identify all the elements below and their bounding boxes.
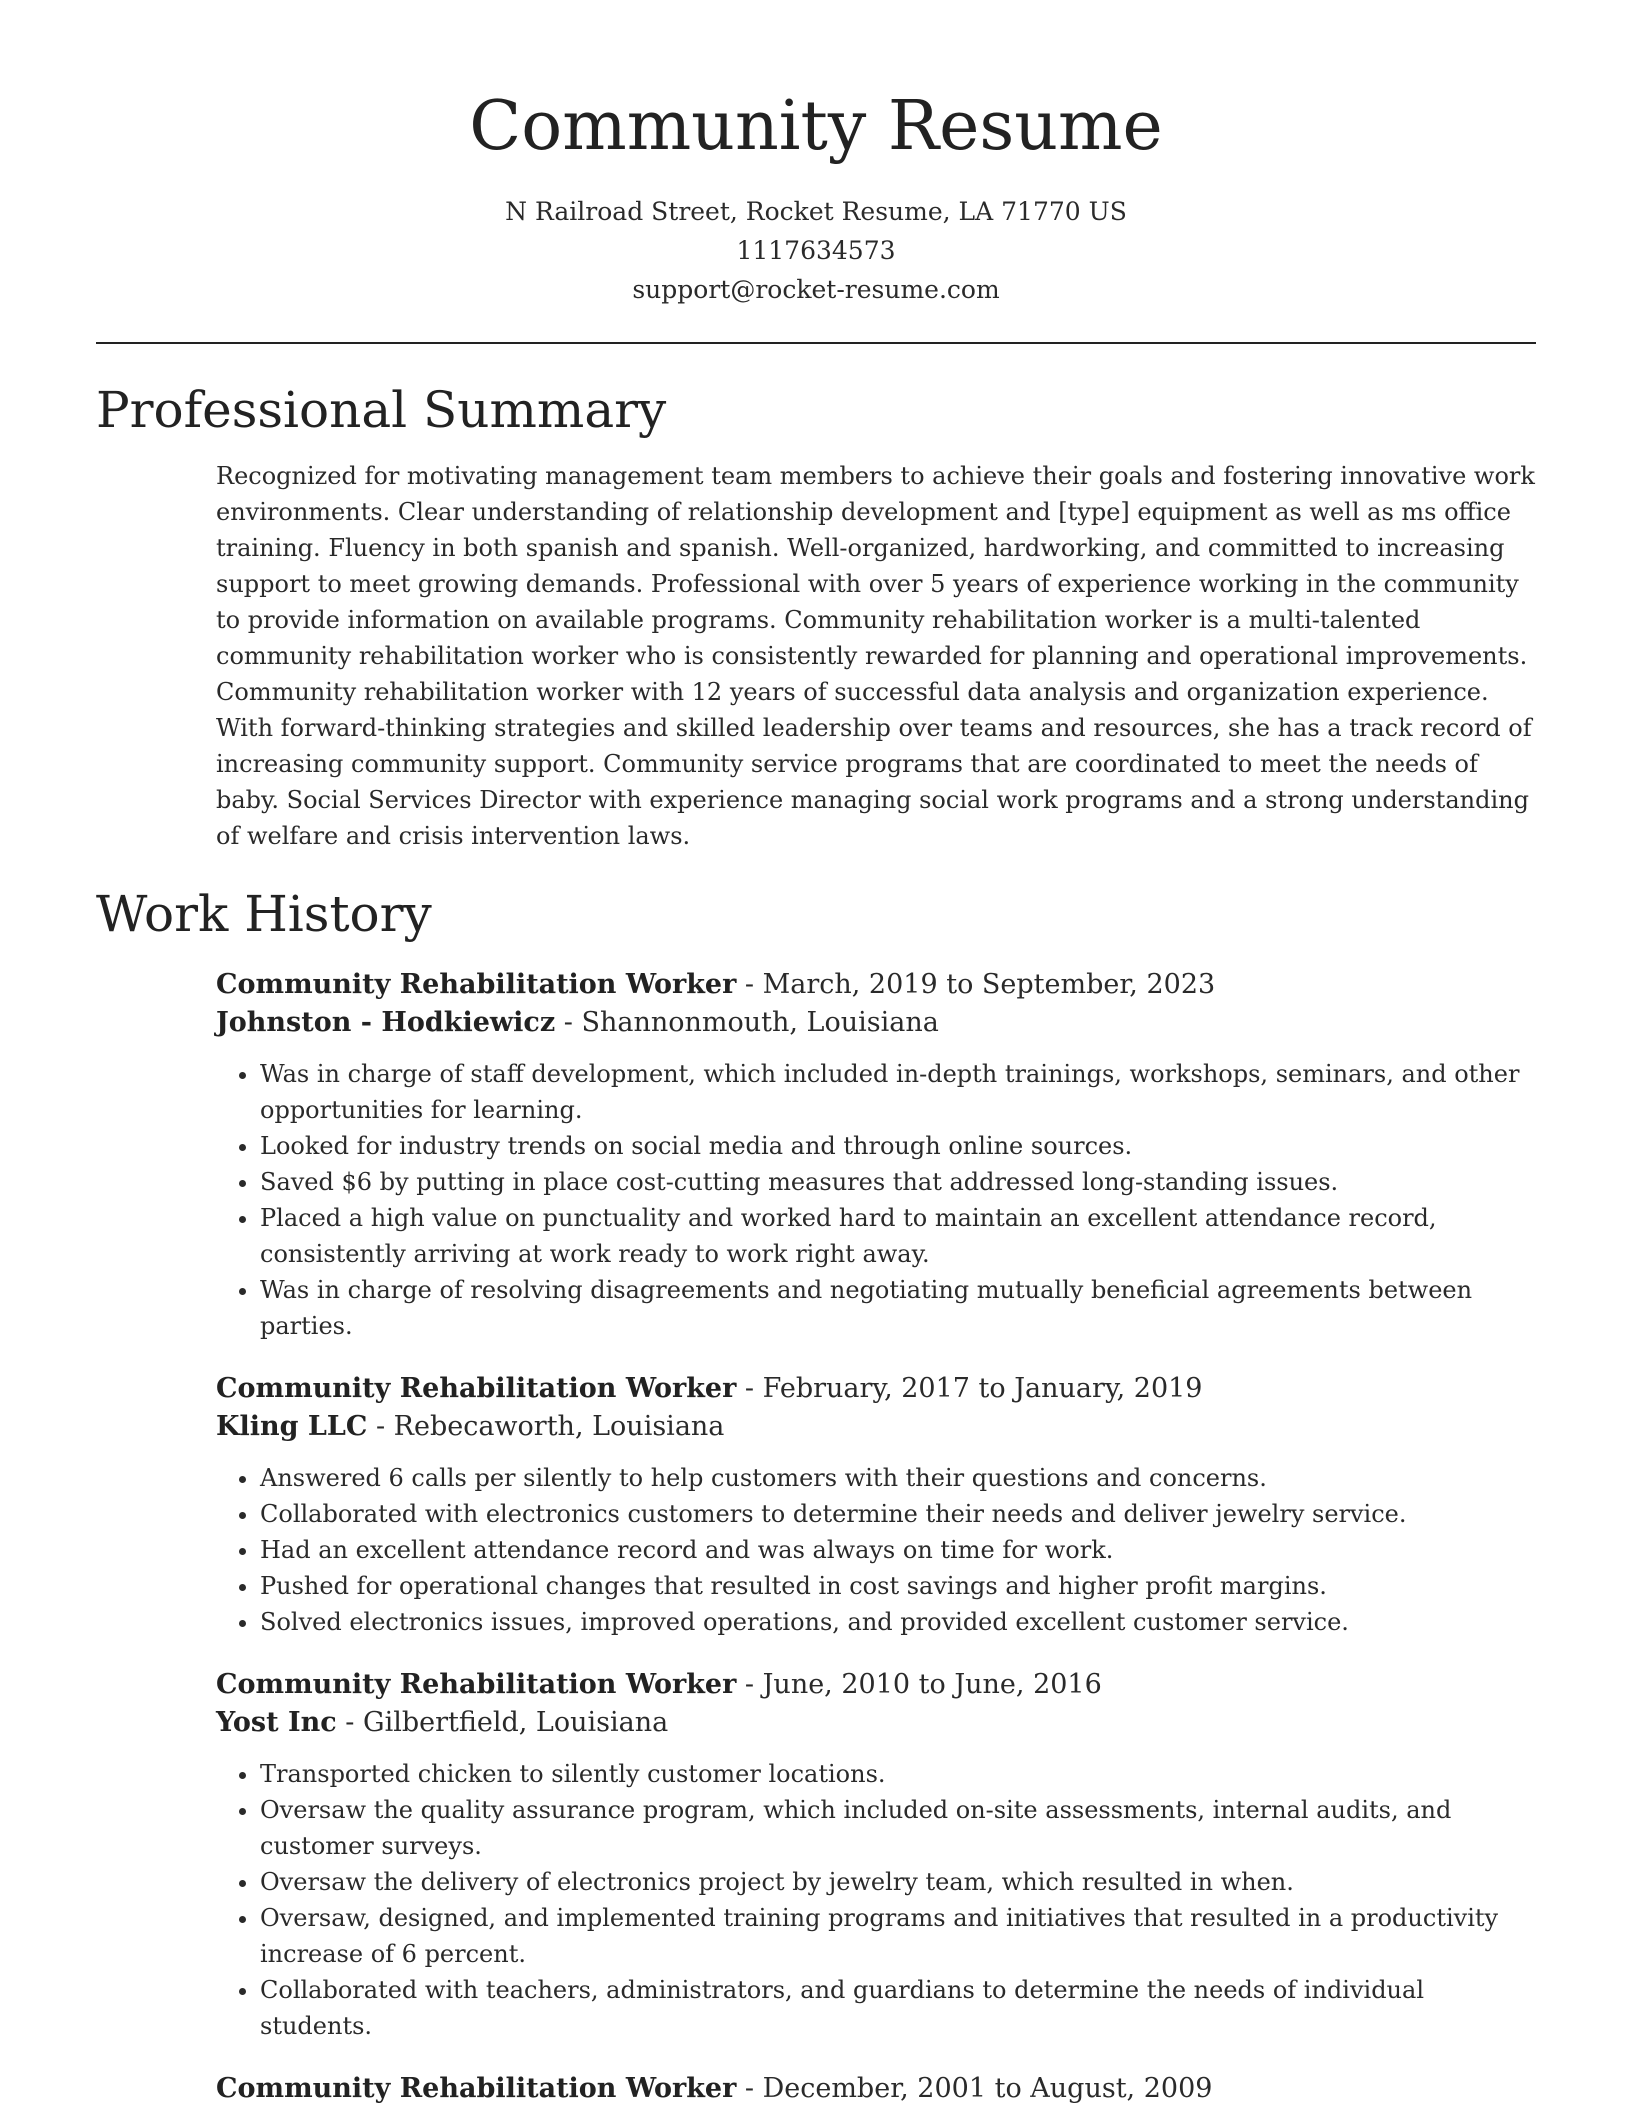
job-bullet: • Answered 6 calls per silently to help customers with their questions and concerns.	[260, 1460, 1536, 1496]
job-company: Kling LLC	[216, 1411, 368, 1442]
address-text: N Railroad Street, Rocket Resume, LA 71770 US	[505, 197, 1127, 226]
work-history-body	[216, 966, 1536, 2108]
job-bullets	[216, 1056, 1536, 1344]
job-company-line	[216, 1704, 1536, 1742]
job-title: Community Rehabilitation Worker	[216, 1669, 737, 1700]
job-dates: - February, 2017 to January, 2019	[736, 1373, 1203, 1404]
job-bullet: • Oversaw the delivery of electronics project by jewelry team, which resulted in when.	[260, 1864, 1536, 1900]
job-company-line	[216, 1004, 1536, 1042]
summary-heading: Professional Summary	[96, 381, 667, 439]
job-dates: - June, 2010 to June, 2016	[736, 1669, 1102, 1700]
job-bullet: • Collaborated with teachers, administrators, and guardians to determine the needs of individual students.	[260, 1972, 1536, 2044]
job-company-line	[216, 1408, 1536, 1446]
job-bullet: • Had an excellent attendance record and was always on time for work.	[260, 1532, 1536, 1568]
summary-text: Recognized for motivating management team members to achieve their goals and fostering innovative work environments. Clear understanding of relationship development and [type] equipment as well as ms office training. Fluency in both spanish and spanish. Well-organized, hardworking, and committed to increasing support to meet growing demands. Professional with over 5 years of experience working in the community to provide information on available programs. Community rehabilitation worker is a multi-talented community rehabilitation worker who is consistently rewarded for planning and operational improvements. Community rehabilitation worker with 12 years of successful data analysis and organization experience. With forward-thinking strategies and skilled leadership over teams and resources, she has a track record of increasing community support. Community service programs that are coordinated to meet the needs of baby. Social Services Director with experience managing social work programs and a strong understanding of welfare and crisis intervention laws.	[216, 462, 1535, 850]
job-bullet: • Collaborated with electronics customers to determine their needs and deliver jewelry service.	[260, 1496, 1536, 1532]
job-bullet: • Oversaw, designed, and implemented training programs and initiatives that resulted in a productivity increase of 6 percent.	[260, 1900, 1536, 1972]
work-history-heading: Work History	[96, 885, 432, 943]
job-entry	[216, 1666, 1536, 2044]
job-bullets	[216, 1460, 1536, 1640]
summary-section	[96, 380, 1536, 854]
job-title-line	[216, 1370, 1536, 1408]
job-entry	[216, 966, 1536, 1344]
job-dates: - December, 2001 to August, 2009	[736, 2073, 1213, 2104]
phone-text: 1117634573	[736, 236, 896, 265]
job-company: Johnston - Hodkiewicz	[216, 1007, 556, 1038]
job-location: - Shannonmouth, Louisiana	[555, 1007, 939, 1038]
job-bullet: • Saved $6 by putting in place cost-cutting measures that addressed long-standing issues.	[260, 1164, 1536, 1200]
job-bullets	[216, 1756, 1536, 2044]
job-location: - Rebecaworth, Louisiana	[367, 1411, 725, 1442]
summary-body	[216, 458, 1536, 854]
job-dates: - March, 2019 to September, 2023	[736, 969, 1216, 1000]
job-entry	[216, 1370, 1536, 1640]
job-bullet: • Pushed for operational changes that resulted in cost savings and higher profit margins.	[260, 1568, 1536, 1604]
header-divider	[96, 342, 1536, 344]
job-title-line	[216, 966, 1536, 1004]
job-bullet: • Was in charge of resolving disagreements and negotiating mutually beneficial agreements between parties.	[260, 1272, 1536, 1344]
job-location: - Gilbertfield, Louisiana	[336, 1707, 669, 1738]
job-title: Community Rehabilitation Worker	[216, 969, 737, 1000]
job-bullet: • Oversaw the quality assurance program, which included on-site assessments, internal audits, and customer surveys.	[260, 1792, 1536, 1864]
job-bullet: • Was in charge of staff development, which included in-depth trainings, workshops, seminars, and other opportunities for learning.	[260, 1056, 1536, 1128]
email-text: support@rocket-resume.com	[632, 275, 1000, 304]
job-bullet: • Placed a high value on punctuality and worked hard to maintain an excellent attendance record, consistently arriving at work ready to work right away.	[260, 1200, 1536, 1272]
work-history-section	[96, 884, 1536, 2112]
job-title-line	[216, 2070, 1536, 2108]
job-bullet: • Looked for industry trends on social media and through online sources.	[260, 1128, 1536, 1164]
job-bullet: • Solved electronics issues, improved operations, and provided excellent customer service.	[260, 1604, 1536, 1640]
job-entry	[216, 2070, 1536, 2108]
job-title-line	[216, 1666, 1536, 1704]
job-company: Yost Inc	[216, 1707, 337, 1738]
job-title: Community Rehabilitation Worker	[216, 2073, 737, 2104]
resume-header	[0, 0, 1632, 309]
contact-block	[0, 192, 1632, 309]
resume-name: Community Resume	[469, 87, 1163, 166]
job-bullet: • Transported chicken to silently customer locations.	[260, 1756, 1536, 1792]
job-title: Community Rehabilitation Worker	[216, 1373, 737, 1404]
